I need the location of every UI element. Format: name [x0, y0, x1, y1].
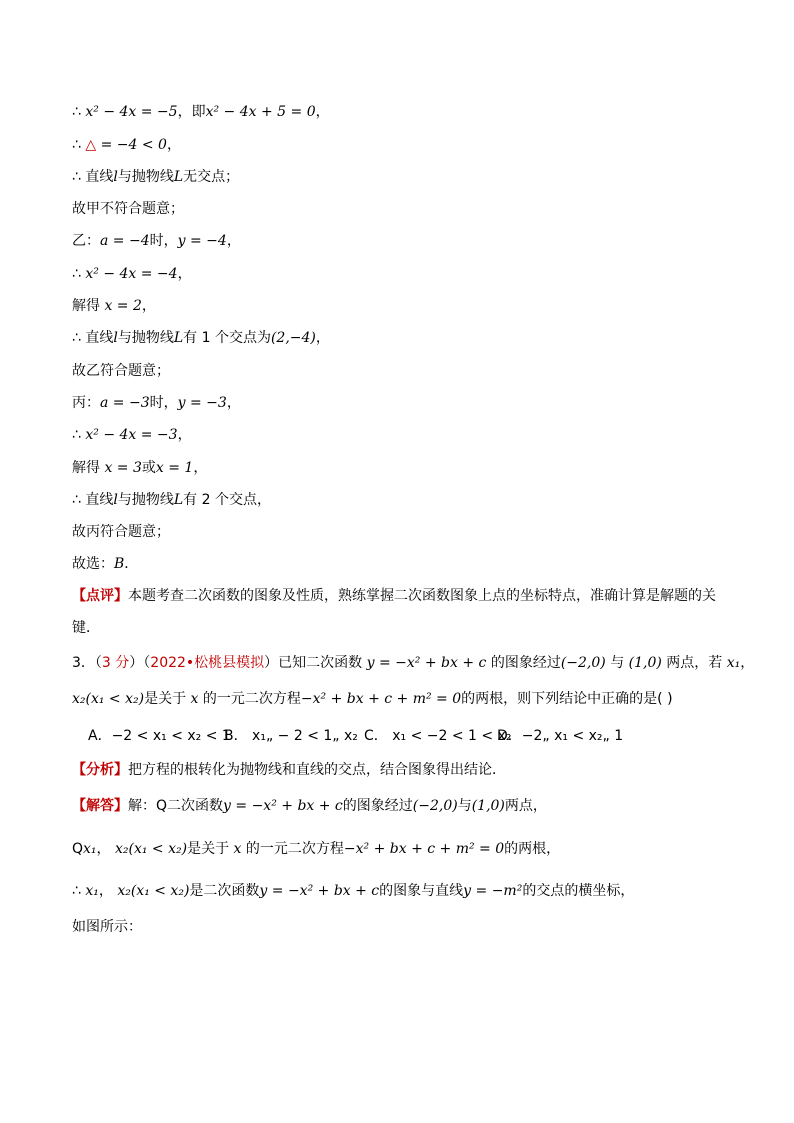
text: 或 — [141, 460, 156, 476]
math: y = −4 — [177, 233, 227, 249]
line-7 — [72, 297, 156, 315]
text: 个交点， — [210, 492, 271, 508]
line-5 — [72, 232, 241, 250]
text: ， — [226, 233, 241, 249]
text: 时， — [149, 395, 178, 411]
text: 的图象与直线 — [379, 883, 464, 899]
text: 的图象经过 — [486, 655, 561, 671]
line-6 — [72, 265, 192, 283]
math: l — [113, 169, 118, 185]
text: ）（ — [129, 655, 151, 671]
text: 的两根，则下列结论中正确的是( ) — [461, 691, 673, 707]
question-3-line-2 — [72, 690, 673, 708]
text: 丙： — [72, 395, 100, 411]
line-1 — [72, 103, 330, 121]
option-a: A．−2 < x₁ < x₂ < 1 — [88, 728, 231, 744]
math: y = −x² + bx + c — [223, 798, 343, 814]
text: ， — [141, 298, 156, 314]
answer-line-1 — [72, 797, 547, 815]
text: ， — [226, 395, 241, 411]
analysis-tag: 【分析】 — [72, 762, 128, 778]
text: 是关于 — [144, 691, 191, 707]
math: x² − 4x = −3 — [85, 427, 178, 443]
question-3-line-1 — [72, 654, 754, 672]
line-10 — [72, 394, 241, 412]
text: 解得 — [72, 298, 105, 314]
text: ， — [166, 137, 181, 153]
comment-text: 本题考查二次函数的图象及性质，熟练掌握二次函数图象上点的坐标特点，准确计算是解题的关 — [128, 588, 716, 604]
text: 与抛物线 — [117, 169, 174, 185]
math: l — [113, 492, 118, 508]
text: 是二次函数 — [189, 883, 260, 899]
text: 与 — [605, 655, 629, 671]
text: ∴ 直线 — [72, 169, 114, 185]
comment-tag: 【点评】 — [72, 588, 128, 604]
line-9: 故乙符合题意； — [72, 363, 170, 379]
math: l — [113, 330, 118, 346]
math: x = 1 — [155, 460, 194, 476]
math: y = −3 — [177, 395, 227, 411]
text: ， — [177, 266, 192, 282]
line-2 — [72, 136, 181, 154]
line-11 — [72, 426, 192, 444]
text: 的两根， — [504, 841, 561, 857]
text: 解： — [128, 798, 156, 814]
line-4: 故甲不符合题意； — [72, 201, 184, 217]
question-source: 2022•松桃县模拟 — [150, 655, 265, 671]
delta-icon: △ — [85, 137, 97, 153]
text: ， — [315, 330, 330, 346]
text: ， — [96, 841, 115, 857]
math: B — [114, 556, 125, 572]
text: ，即 — [177, 104, 206, 120]
math: −x² + bx + c + m² = 0 — [343, 841, 505, 857]
math: x₂(x₁ < x₂) — [115, 841, 188, 857]
math: (1,0) — [628, 655, 662, 671]
math: y = −x² + bx + c — [366, 655, 487, 671]
because-symbol: Q — [72, 841, 84, 857]
math: x₂(x₁ < x₂) — [72, 691, 145, 707]
math: y = −m² — [463, 883, 523, 899]
math: L — [173, 169, 184, 185]
math: (2,−4) — [270, 330, 316, 346]
analysis-text: 把方程的根转化为抛物线和直线的交点，结合图象得出结论． — [128, 762, 506, 778]
text: 是关于 — [187, 841, 234, 857]
math: x = 2 — [104, 298, 142, 314]
text: 与抛物线 — [117, 330, 174, 346]
number: 2 — [201, 492, 211, 508]
math: x₁ — [726, 655, 741, 671]
text: ， — [98, 883, 118, 899]
text: 与 — [457, 798, 472, 814]
math: x₁ — [85, 883, 99, 899]
math: x = 3 — [104, 460, 142, 476]
text: 有 — [183, 330, 202, 346]
math: = −4 < 0 — [96, 137, 167, 153]
math: x² − 4x = −4 — [85, 266, 178, 282]
answer-line-4: 如图所示： — [72, 919, 142, 935]
line-8 — [72, 329, 330, 347]
math: (1,0) — [471, 798, 505, 814]
answer-line-2 — [72, 840, 560, 858]
therefore: ∴ — [72, 137, 86, 153]
line-12 — [72, 459, 207, 477]
text: ， — [177, 427, 192, 443]
text: ， — [740, 655, 755, 671]
math: L — [173, 330, 184, 346]
because-symbol: Q — [156, 798, 168, 814]
text: ∴ 直线 — [72, 492, 114, 508]
text: 二次函数 — [167, 798, 224, 814]
therefore: ∴ — [72, 104, 86, 120]
text: ． — [124, 556, 139, 572]
answer-line-3 — [72, 882, 634, 900]
math: x₂(x₁ < x₂) — [117, 883, 190, 899]
text: 两点， — [504, 798, 547, 814]
question-number: 3．（ — [72, 655, 102, 671]
math: (−2,0) — [560, 655, 606, 671]
therefore: ∴ — [72, 266, 86, 282]
text: ）已知二次函数 — [264, 655, 367, 671]
math: x² − 4x + 5 = 0 — [205, 104, 316, 120]
line-3 — [72, 168, 239, 186]
text: ∴ 直线 — [72, 330, 114, 346]
math: −x² + bx + c + m² = 0 — [300, 691, 462, 707]
math: x — [190, 691, 199, 707]
line-14: 故丙符合题意； — [72, 524, 170, 540]
math: y = −x² + bx + c — [259, 883, 380, 899]
option-b: B． x₁„ − 2 < 1„ x₂ — [224, 728, 358, 744]
text: ， — [315, 104, 330, 120]
math: a = −3 — [100, 395, 150, 411]
line-13 — [72, 491, 271, 509]
text: 的一元二次方程 — [241, 841, 344, 857]
comment-line — [72, 587, 716, 605]
text: 解得 — [72, 460, 105, 476]
text: 有 — [183, 492, 202, 508]
text: 无交点； — [183, 169, 240, 185]
text: 的一元二次方程 — [198, 691, 301, 707]
math: x — [233, 841, 242, 857]
math: x² − 4x = −5 — [85, 104, 178, 120]
math: L — [173, 492, 184, 508]
math: (−2,0) — [412, 798, 458, 814]
line-15 — [72, 555, 138, 573]
math: x₁ — [83, 841, 97, 857]
analysis-line — [72, 761, 506, 779]
text: 两点，若 — [661, 655, 727, 671]
text: 乙： — [72, 233, 100, 249]
question-score: 3 分 — [101, 655, 130, 671]
text: 的交点的横坐标， — [522, 883, 635, 899]
text: 故选： — [72, 556, 114, 572]
text: 个交点为 — [210, 330, 271, 346]
option-c: C． x₁ < −2 < 1 < x₂ — [364, 728, 512, 744]
therefore: ∴ — [72, 883, 86, 899]
answer-tag: 【解答】 — [72, 798, 128, 814]
number: 1 — [201, 330, 211, 346]
comment-line-2: 键． — [72, 620, 100, 636]
option-d: D．−2„ x₁ < x₂„ 1 — [497, 728, 624, 744]
text: ， — [193, 460, 208, 476]
text: 的图象经过 — [342, 798, 413, 814]
math: a = −4 — [100, 233, 150, 249]
text: 时， — [149, 233, 178, 249]
therefore: ∴ — [72, 427, 86, 443]
text: 与抛物线 — [117, 492, 174, 508]
